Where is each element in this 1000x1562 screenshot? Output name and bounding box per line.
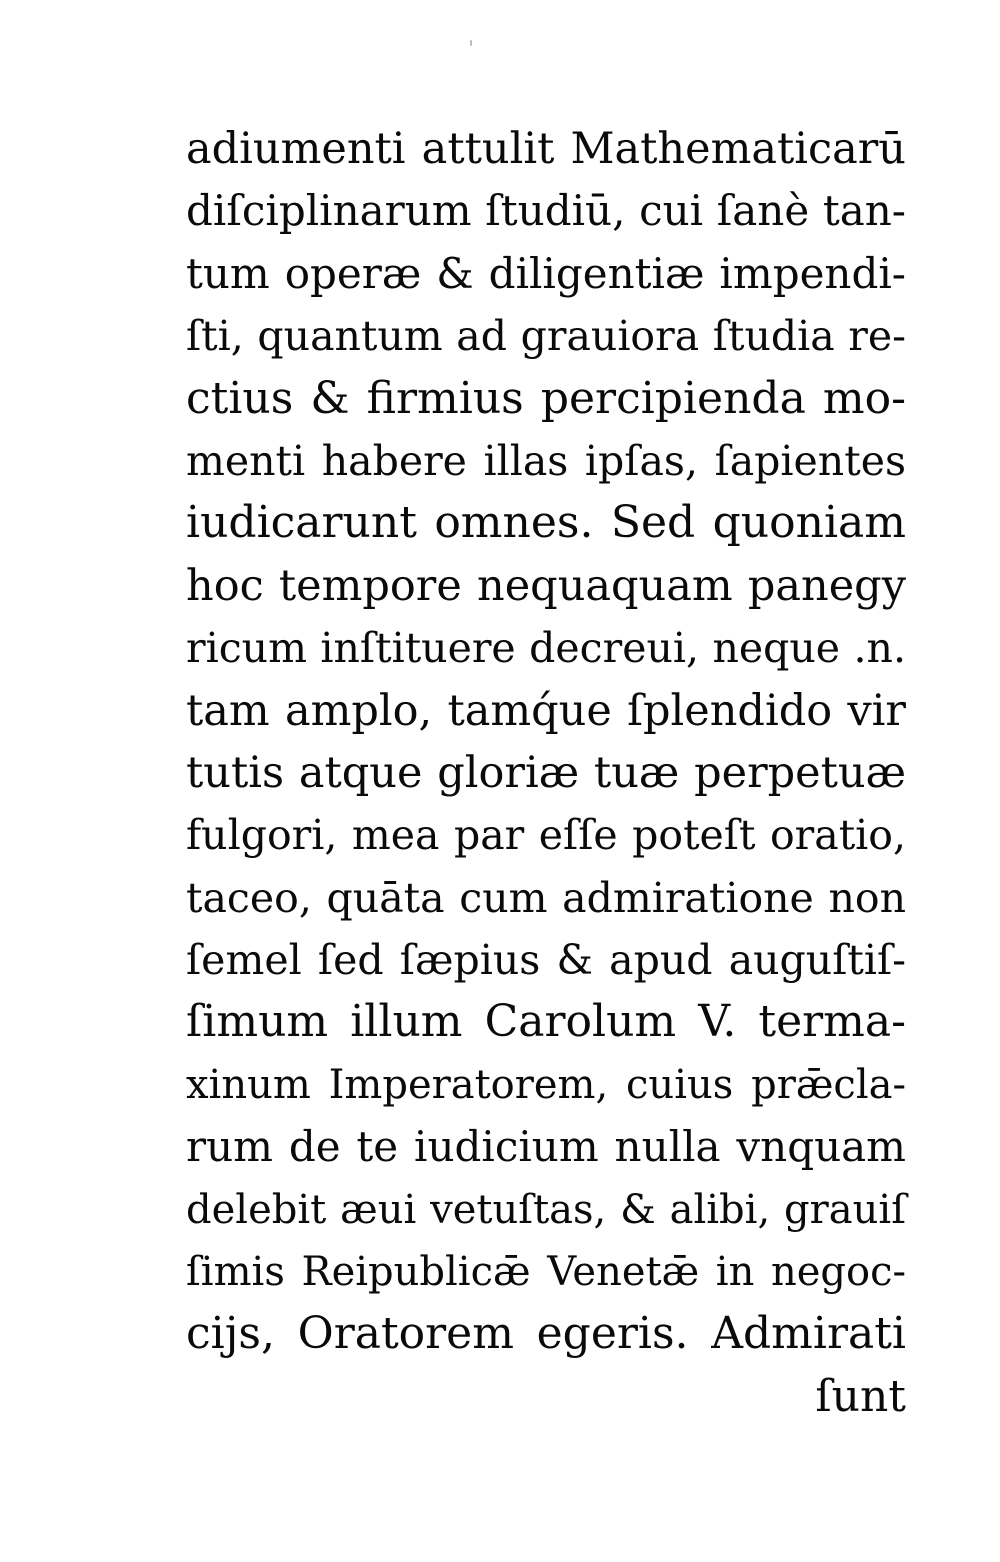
text-line: rum de te iudicium nulla vnquam: [186, 1122, 906, 1172]
body-text: [186, 118, 906, 1428]
text-line: fulgori, mea par eſſe poteſt oratio,: [186, 811, 906, 860]
text-line: ſemel ſed ſæpius & apud auguſtiſ-: [186, 936, 906, 985]
text-line: tum operæ & diligentiæ impendi-: [186, 248, 906, 298]
text-line: iudicarunt omnes. Sed quoniam: [186, 497, 906, 549]
catchword: ſunt: [815, 1370, 906, 1422]
text-line: ricum inſtituere decreui, neque .n.: [186, 624, 906, 673]
text-line: taceo, quāta cum admiratione non: [186, 873, 906, 922]
text-line: adiumenti attulit Mathematicarū: [186, 124, 906, 174]
text-line: xinum Imperatorem, cuius prǣcla-: [186, 1061, 906, 1108]
text-line: ctius & firmius percipienda mo-: [186, 372, 906, 424]
text-line: ſti, quantum ad grauiora ſtudia re-: [186, 312, 906, 361]
text-line: diſciplinarum ſtudiū, cui ſanè tan-: [186, 186, 906, 236]
paper-speck: [470, 40, 472, 46]
text-line: menti habere illas ipſas, ſapientes: [186, 436, 906, 485]
text-line: cijs, Oratorem egeris. Admirati: [186, 1308, 906, 1360]
text-line: delebit æui vetuſtas, & alibi, grauiſ: [186, 1186, 906, 1233]
text-line: tutis atque gloriæ tuæ perpetuæ: [186, 747, 906, 798]
text-line: hoc tempore nequaquam panegy: [186, 560, 906, 611]
text-line: tam amplo, tamq́ue ſplendido vir: [186, 685, 906, 736]
text-line: ſimis Reipublicǣ Venetǣ in negoc-: [186, 1249, 906, 1296]
text-line: ſimum illum Carolum V. terma-: [186, 996, 906, 1048]
